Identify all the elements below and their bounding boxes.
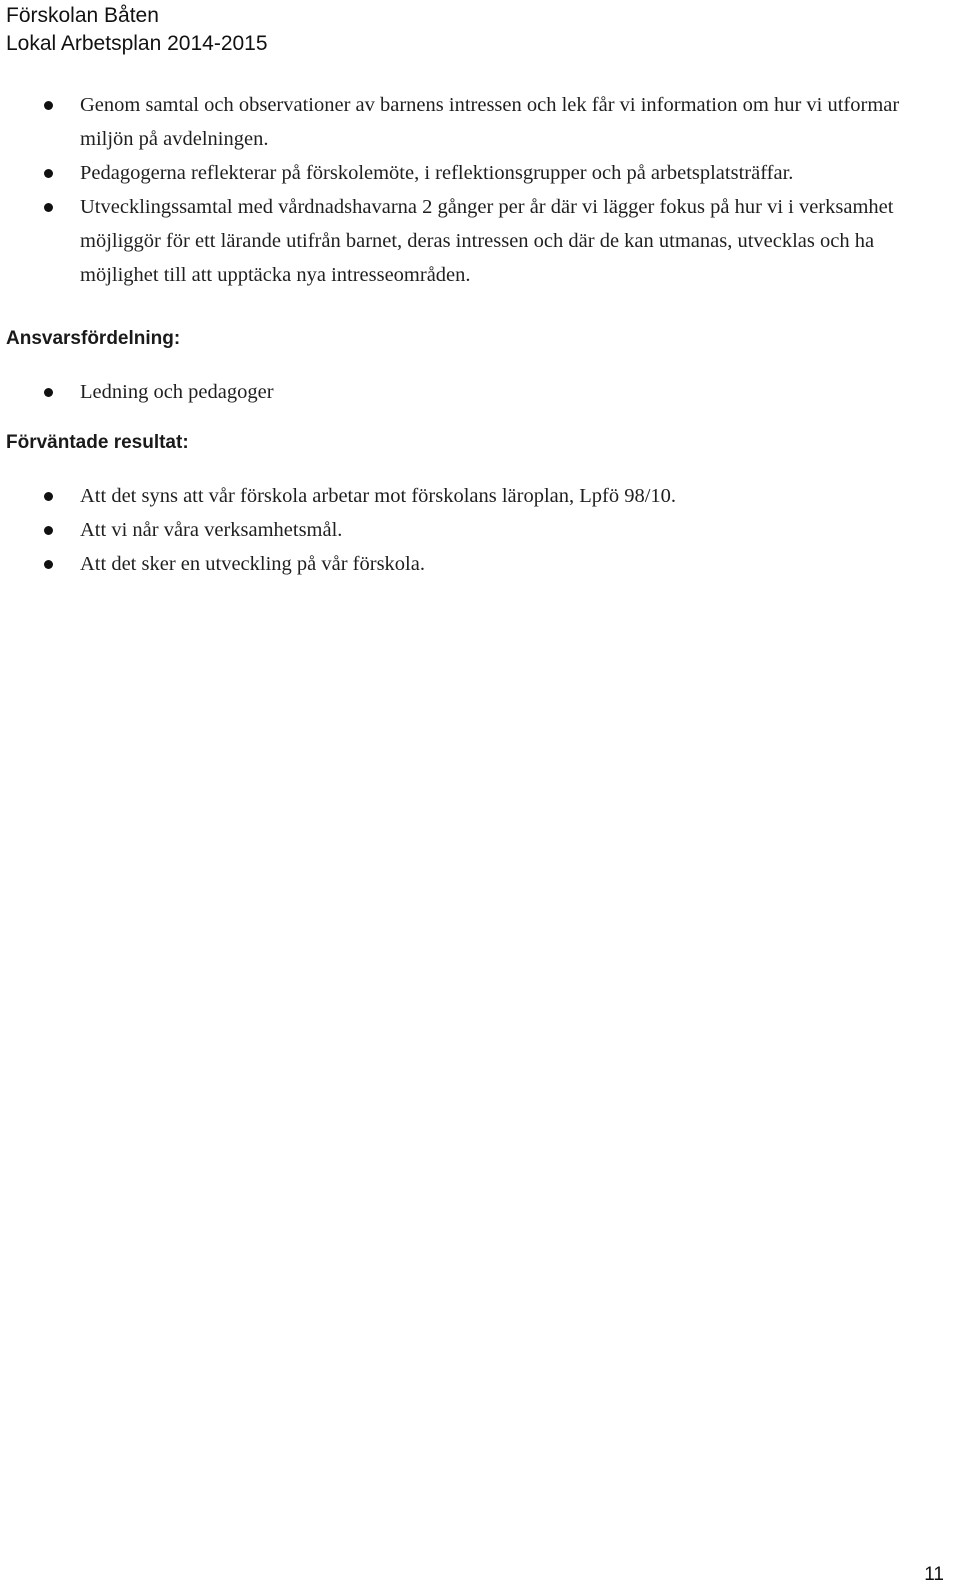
bullet-icon [44,492,53,501]
list-item [6,375,954,409]
list-item-text: Utvecklingssamtal med vårdnadshavarna 2 gånger per år där vi lägger fokus på hur vi i verksamhet möjliggör för ett lärande utifrån barnet, deras intressen och där de kan utmanas, utvecklas och ha möjlighet till att upptäcka nya intresseområden. [80,196,894,286]
bullet-icon [44,101,53,110]
bullet-list-methods [6,88,954,292]
list-item [6,547,954,581]
list-item [6,513,954,547]
bullet-icon [44,169,53,178]
list-item [6,88,954,156]
heading-responsibility: Ansvarsfördelning: [6,328,181,349]
list-item-text: Att det syns att vår förskola arbetar mot förskolans läroplan, Lpfö 98/10. [80,485,677,507]
bullet-icon [44,388,53,397]
header-school-name: Förskolan Båten [6,4,159,27]
list-item [6,156,954,190]
bullet-list-responsibility [6,375,954,409]
bullet-list-expected-results [6,479,954,581]
heading-expected-results: Förväntade resultat: [6,432,189,453]
bullet-icon [44,203,53,212]
header-plan-title: Lokal Arbetsplan 2014-2015 [6,32,268,55]
list-item [6,479,954,513]
document-header [6,2,268,58]
list-item-text: Att det sker en utveckling på vår förskola. [80,553,425,575]
list-item-text: Pedagogerna reflekterar på förskolemöte, i reflektionsgrupper och på arbetsplatsträffar. [80,162,794,184]
list-item [6,190,954,292]
list-item-text: Genom samtal och observationer av barnens intressen och lek får vi information om hur vi utformar miljön på avdelningen. [80,94,900,150]
list-item-text: Att vi når våra verksamhetsmål. [80,519,343,541]
bullet-icon [44,526,53,535]
bullet-icon [44,560,53,569]
list-item-text: Ledning och pedagoger [80,381,274,403]
document-body [6,88,954,581]
page-number: 11 [924,1564,944,1585]
